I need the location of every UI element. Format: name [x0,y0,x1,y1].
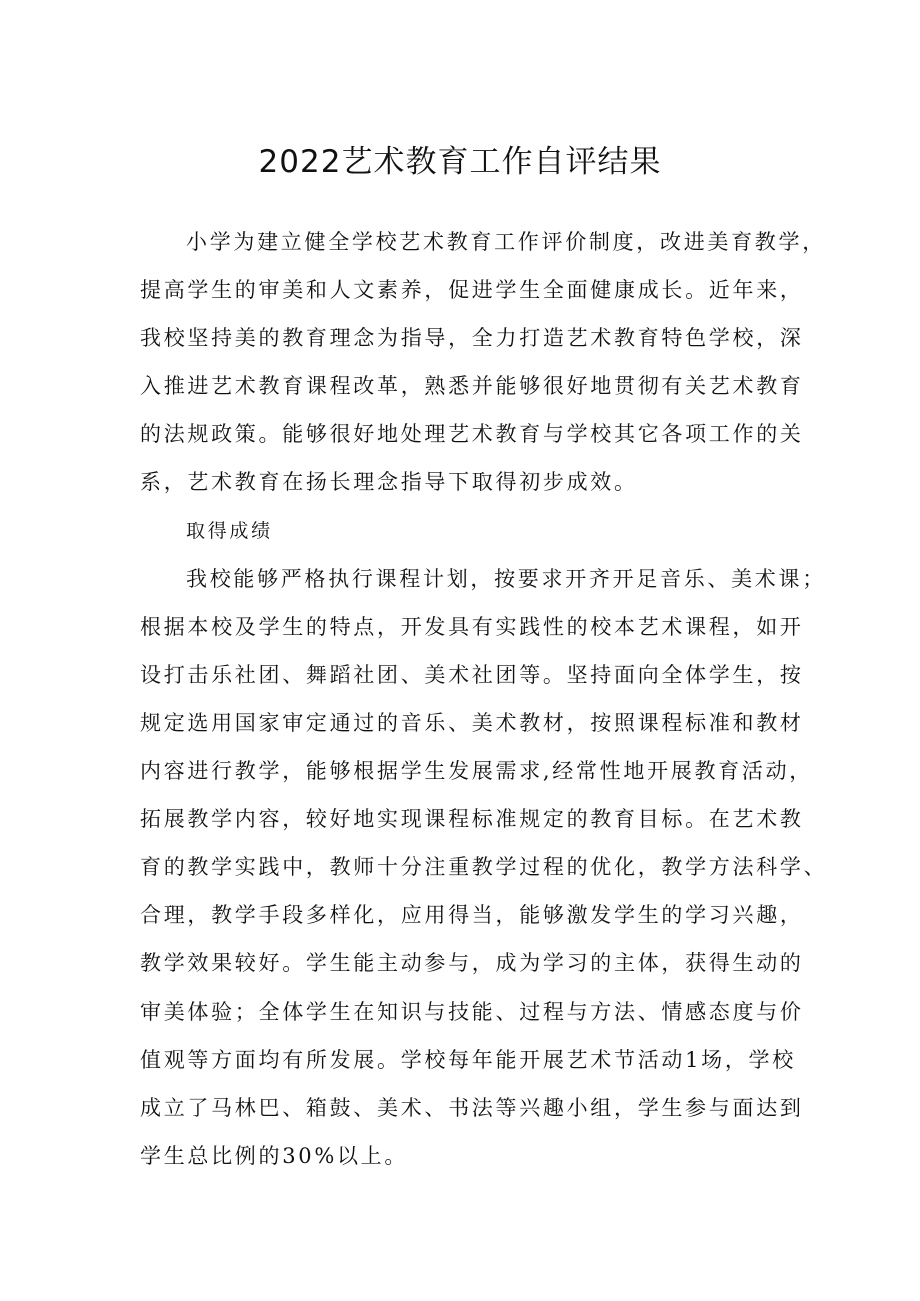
paragraph-2-line-9: 教学效果较好。学生能主动参与，成为学习的主体，获得生动的 [140,951,804,976]
paragraph-2-line-8: 合理，教学手段多样化，应用得当，能够激发学生的学习兴趣， [140,903,804,928]
paragraph-1-line-3: 我校坚持美的教育理念为指导，全力打造艺术教育特色学校，深 [140,326,804,351]
document-title: 2022艺术教育工作自评结果 [258,144,662,180]
document-body [140,218,828,1180]
paragraph-2-line-12: 成立了马林巴、箱鼓、美术、书法等兴趣小组，学生参与面达到 [140,1095,804,1120]
paragraph-2-line-11: 值观等方面均有所发展。学校每年能开展艺术节活动1场，学校 [140,1047,796,1072]
paragraph-2-line-5: 内容进行教学，能够根据学生发展需求,经常性地开展教育活动， [140,759,813,784]
paragraph-1-line-5: 的法规政策。能够很好地处理艺术教育与学校其它各项工作的关 [140,422,804,447]
paragraph-2-line-13: 学生总比例的30%以上。 [140,1143,409,1168]
section-heading: 取得成绩 [186,519,273,542]
paragraph-1-line-1: 小学为建立健全学校艺术教育工作评价制度，改进美育教学， [186,230,826,254]
paragraph-1-line-2: 提高学生的审美和人文素养，促进学生全面健康成长。近年来， [140,278,804,303]
paragraph-2-line-3: 设打击乐社团、舞蹈社团、美术社团等。坚持面向全体学生，按 [140,662,804,687]
paragraph-2-line-6: 拓展教学内容，较好地实现课程标准规定的教育目标。在艺术教 [140,807,804,832]
paragraph-2-line-4: 规定选用国家审定通过的音乐、美术教材，按照课程标准和教材 [140,710,804,735]
paragraph-1-line-4: 入推进艺术教育课程改革，熟悉并能够很好地贯彻有关艺术教育 [140,374,804,399]
paragraph-1-line-6: 系，艺术教育在扬长理念指导下取得初步成效。 [140,470,638,495]
paragraph-2-line-7: 育的教学实践中，教师十分注重教学过程的优化，教学方法科学、 [140,855,828,880]
paragraph-2-line-2: 根据本校及学生的特点，开发具有实践性的校本艺术课程，如开 [140,614,804,639]
paragraph-2-line-10: 审美体验；全体学生在知识与技能、过程与方法、情感态度与价 [140,999,804,1024]
paragraph-2-line-1: 我校能够严格执行课程计划，按要求开齐开足音乐、美术课； [186,566,826,591]
